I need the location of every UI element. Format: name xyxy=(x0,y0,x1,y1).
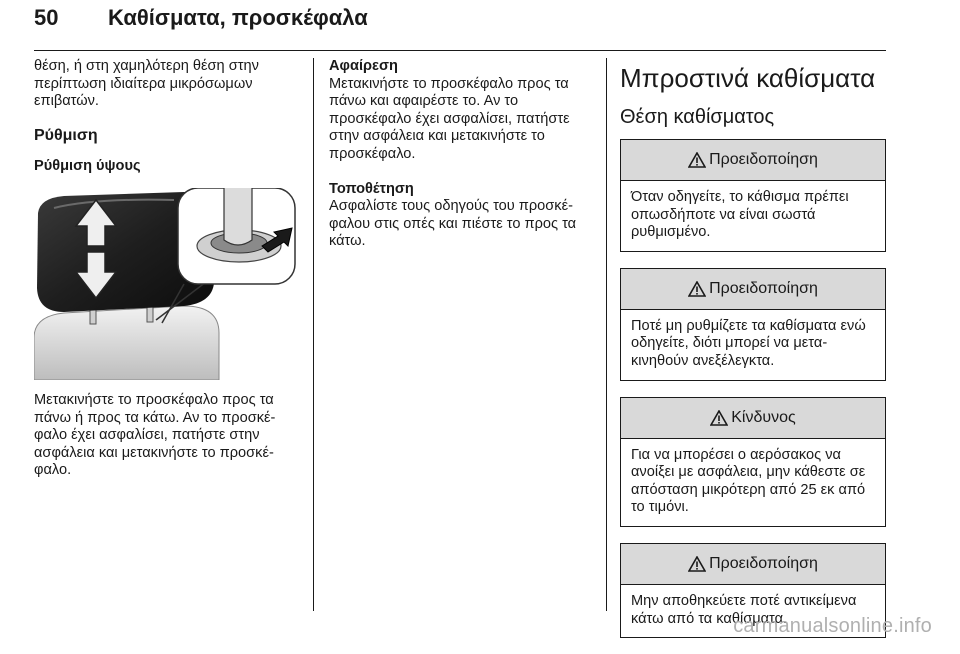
intro-text: θέση, ή στη χαμηλότερη θέση στην περίπτωση ιδιαίτερα μικρόσωμων επιβατών. xyxy=(34,58,259,110)
column-divider-right xyxy=(606,58,607,611)
warning-text: Μην αποθηκεύετε ποτέ αντικείμενα κάτω από τα καθίσματα. xyxy=(631,592,857,627)
danger-text: Για να μπορέσει ο αερόσακος να ανοίξει με ασφάλεια, μην κάθεστε σε απόσταση μικρότερη από 25 εκ από το τιμόνι. xyxy=(631,446,866,516)
warning-box-1 xyxy=(620,139,886,252)
page-header-title: Καθίσματα, προσκέφαλα xyxy=(108,5,368,30)
warning-text: Ποτέ μη ρυθμίζετε τα καθίσματα ενώ οδηγείτε, διότι μπορεί να μετακινηθούν ανεξέλεγκτα. xyxy=(631,317,866,369)
watermark: carmanualsonline.info xyxy=(733,615,932,637)
danger-box xyxy=(620,397,886,527)
warning-header xyxy=(621,544,885,585)
column-1 xyxy=(34,58,296,480)
removal-text: Μετακινήστε το προσκέφαλο προς τα πάνω και αφαιρέστε το. Αν το προσκέφαλο έχει ασφαλίσει, πατήστε στην ασφάλεια και μετακινήστε το προσκέφαλο. xyxy=(329,75,570,162)
warning-triangle-icon xyxy=(710,410,728,426)
warning-header xyxy=(621,269,885,310)
warning-header xyxy=(621,140,885,181)
section-title-front-seats: Μπροστινά καθίσματα xyxy=(620,63,876,93)
headrest-height-adjustment-illustration xyxy=(34,188,296,380)
warning-triangle-icon xyxy=(688,152,706,168)
header-rule xyxy=(34,50,886,51)
section-heading-adjustment: Ρύθμιση xyxy=(34,126,98,144)
installation-heading: Τοποθέτηση xyxy=(329,180,414,197)
danger-header xyxy=(621,398,885,439)
figure-caption: Μετακινήστε το προσκέφαλο προς τα πάνω ή προς τα κάτω. Αν το προσκέφαλο έχει ασφαλίσει, πατήστε στην ασφάλεια και μετακινήστε το προσκέφαλο. xyxy=(34,391,276,479)
danger-label: Κίνδυνος xyxy=(731,408,796,426)
warning-label: Προειδοποίηση xyxy=(709,279,818,297)
removal-heading: Αφαίρεση xyxy=(329,58,398,74)
column-divider-left xyxy=(313,58,314,611)
page-number: 50 xyxy=(34,5,59,30)
warning-box-2 xyxy=(620,268,886,381)
warning-triangle-icon xyxy=(688,556,706,572)
subsection-seat-position: Θέση καθίσματος xyxy=(620,106,775,128)
warning-text: Όταν οδηγείτε, το κάθισμα πρέπει οπωσδήποτε να είναι σωστά ρυθμισμένο. xyxy=(631,189,849,241)
column-2 xyxy=(329,58,593,251)
warning-label: Προειδοποίηση xyxy=(709,555,818,573)
warning-label: Προειδοποίηση xyxy=(709,151,818,169)
installation-text: Ασφαλίστε τους οδηγούς του προσκέφαλου στις οπές και πιέστε το προς τα κάτω. xyxy=(329,198,577,250)
subheading-height-adjustment: Ρύθμιση ύψους xyxy=(34,158,141,175)
warning-triangle-icon xyxy=(688,281,706,297)
headrest-figure xyxy=(34,188,296,380)
column-3 xyxy=(620,58,886,654)
